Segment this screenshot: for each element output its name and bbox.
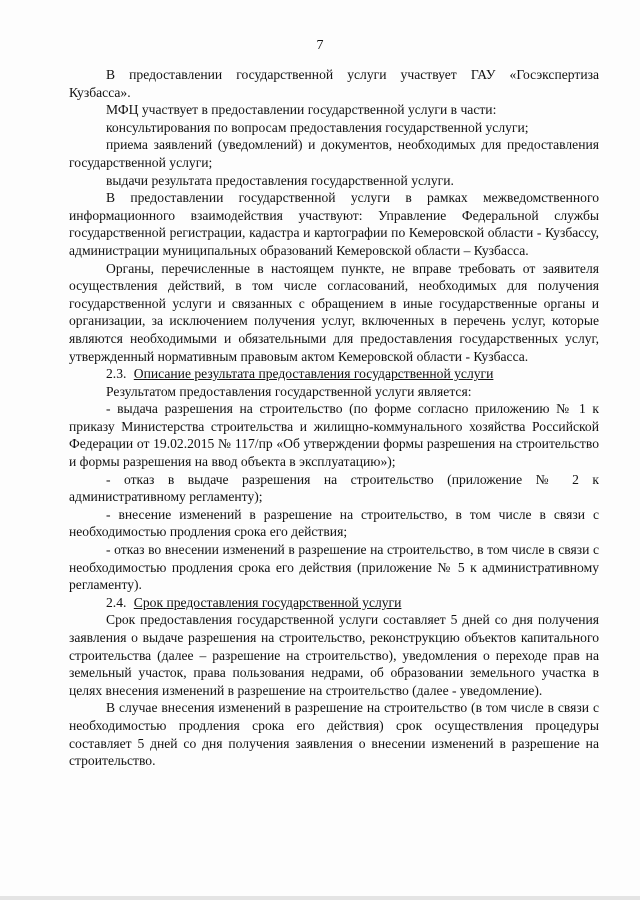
list-item: - выдача разрешения на строительство (по форме согласно приложению № 1 к приказу Министерства строительства и жилищно-коммунального хозяйства Российской Федерации от 19.02.2015 № 117/пр «Об утверждении формы разрешения на строительство и формы разрешения на ввод объекта в эксплуатацию»); (69, 401, 599, 470)
section-number: 2.3. (106, 366, 127, 382)
paragraph: В предоставлении государственной услуги в рамках межведомственного информационного взаимодействия участвуют: Управление Федеральной службы государственной регистрации, кадастра и картографии по Кемеровской области - Кузбассу, администрации муниципальных образований Кемеровской области – Кузбасса. (69, 190, 599, 258)
paragraph: консультирования по вопросам предоставления государственной услуги; (106, 119, 529, 135)
section-title: Срок предоставления государственной услуги (133, 594, 402, 610)
list-item: - отказ во внесении изменений в разрешение на строительство, в том числе в связи с необходимостью продления срока его действия (приложение № 5 к административному регламенту). (69, 542, 599, 593)
section-heading (69, 594, 599, 612)
section-heading (69, 365, 599, 383)
paragraph: МФЦ участвует в предоставлении государственной услуги в части: (106, 102, 497, 118)
page-number: 7 (316, 38, 324, 53)
paragraph: Органы, перечисленные в настоящем пункте, не вправе требовать от заявителя осуществления действий, в том числе согласований, необходимых для получения государственной услуги и связанных с обращением в иные государственные органы и организации, за исключением получения услуг, включенных в перечень услуг, которые являются необходимыми и обязательными для предоставления государственных услуг, утвержденный нормативным правовым актом Кемеровской области - Кузбасса. (69, 260, 599, 364)
list-item: - внесение изменений в разрешение на строительство, в том числе в связи с необходимостью продления срока его действия; (69, 506, 599, 540)
list-item: - отказ в выдаче разрешения на строительство (приложение № 2 к административному регламенту); (69, 471, 599, 505)
document-body (69, 66, 599, 770)
paragraph: приема заявлений (уведомлений) и документов, необходимых для предоставления государственной услуги; (69, 137, 599, 170)
paragraph: Срок предоставления государственной услуги составляет 5 дней со дня получения заявления о выдаче разрешения на строительство, реконструкцию объектов капитального строительства (далее – разрешение на строительство), уведомления о переходе прав на земельный участок, права пользования недрами, об образовании земельного участка в целях внесения изменений в разрешение на строительство (далее - уведомление). (69, 612, 599, 698)
section-title: Описание результата предоставления государственной услуги (133, 366, 494, 382)
paragraph: Результатом предоставления государственной услуги является: (106, 383, 472, 399)
paragraph: В предоставлении государственной услуги участвует ГАУ «Госэкспертиза Кузбасса». (69, 67, 599, 100)
section-number: 2.4. (106, 594, 127, 610)
paragraph: В случае внесения изменений в разрешение на строительство (в том числе в связи с необходимостью продления срока его действия) срок осуществления процедуры составляет 5 дней со дня получения заявления о внесении изменений в разрешение на строительство. (69, 700, 599, 769)
page-bottom-edge (0, 896, 640, 900)
paragraph: выдачи результата предоставления государственной услуги. (106, 172, 454, 188)
